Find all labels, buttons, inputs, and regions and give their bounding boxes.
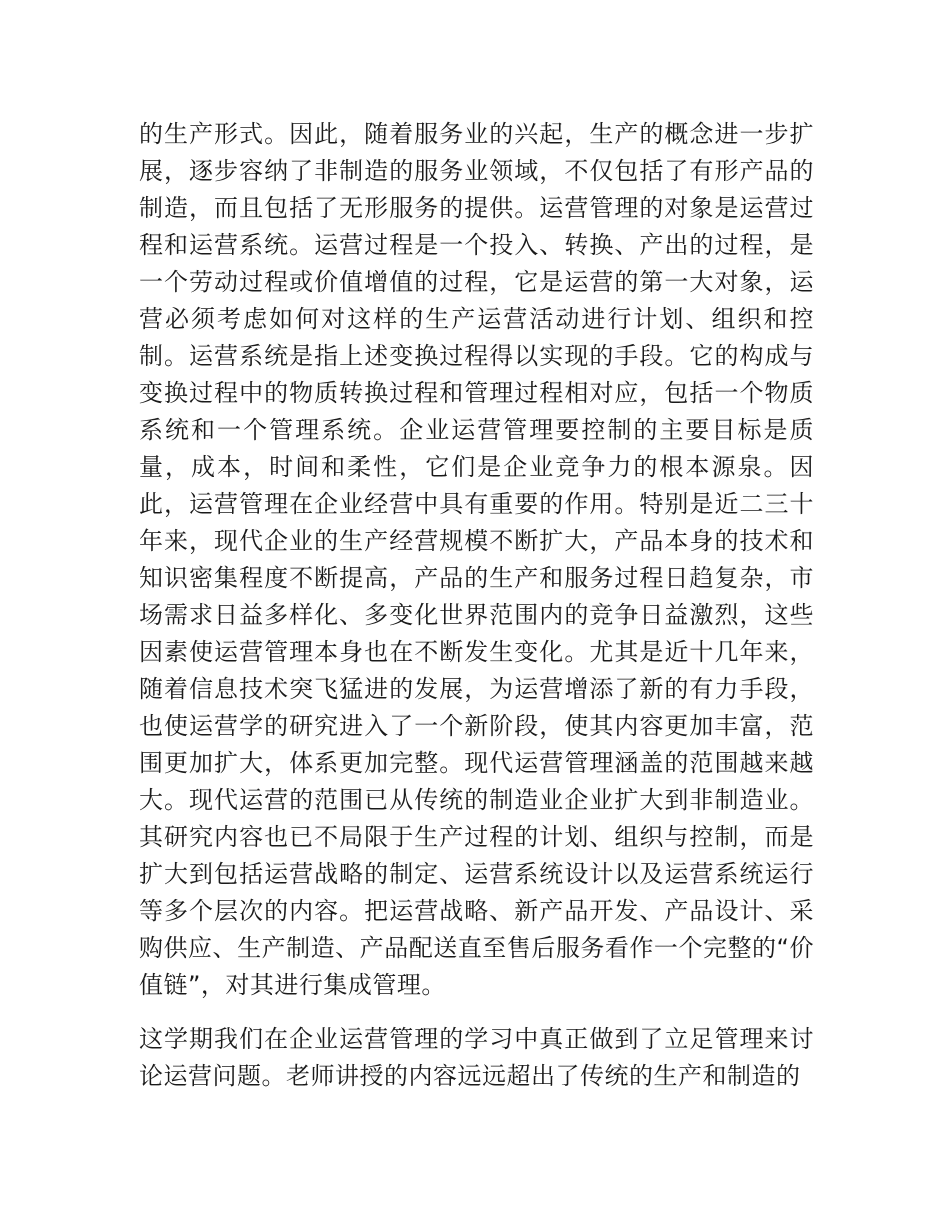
paragraph-1: 的生产形式。因此，随着服务业的兴起，生产的概念进一步扩展，逐步容纳了非制造的服务业领域，不仅包括了有形产品的制造，而且包括了无形服务的提供。运营管理的对象是运营过程和运营系统。运营过程是一个投入、转换、产出的过程，是一个劳动过程或价值增值的过程，它是运营的第一大对象，运营必须考虑如何对这样的生产运营活动进行计划、组织和控制。运营系统是指上述变换过程得以实现的手段。它的构成与变换过程中的物质转换过程和管理过程相对应，包括一个物质系统和一个管理系统。企业运营管理要控制的主要目标是质量，成本，时间和柔性，它们是企业竞争力的根本源泉。因此，运营管理在企业经营中具有重要的作用。特别是近二三十年来，现代企业的生产经营规模不断扩大，产品本身的技术和知识密集程度不断提高，产品的生产和服务过程日趋复杂，市场需求日益多样化、多变化世界范围内的竞争日益激烈，这些因素使运营管理本身也在不断发生变化。尤其是近十几年来，随着信息技术突飞猛进的发展，为运营增添了新的有力手段，也使运营学的研究进入了一个新阶段，使其内容更加丰富，范围更加扩大，体系更加完整。现代运营管理涵盖的范围越来越大。现代运营的范围已从传统的制造业企业扩大到非制造业。其研究内容也已不局限于生产过程的计划、组织与控制，而是扩大到包括运营战略的制定、运营系统设计以及运营系统运行等多个层次的内容。把运营战略、新产品开发、产品设计、采购供应、生产制造、产品配送直至售后服务看作一个完整的“价值链”，对其进行集成管理。 (139, 120, 814, 999)
paragraph-2: 这学期我们在企业运营管理的学习中真正做到了立足管理来讨论运营问题。老师讲授的内容远远超出了传统的生产和制造的 (139, 1025, 814, 1090)
